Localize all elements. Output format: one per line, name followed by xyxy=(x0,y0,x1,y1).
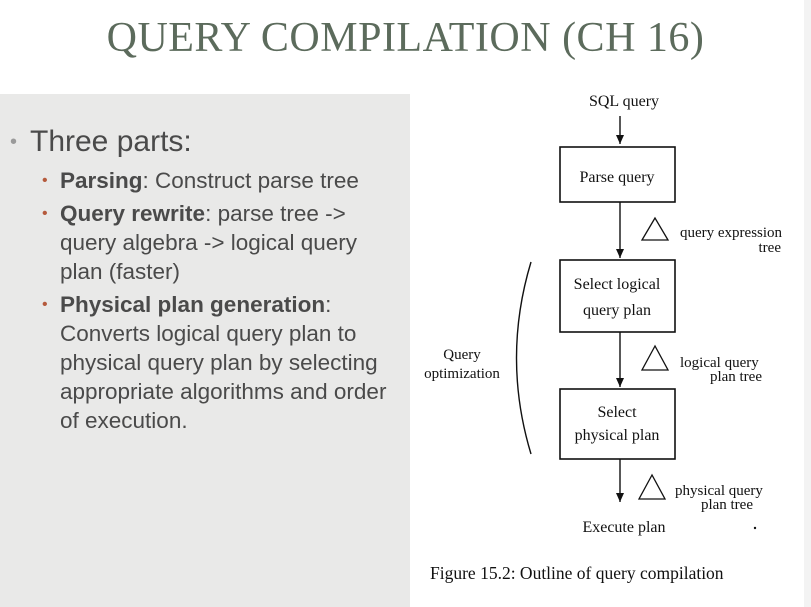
tree-triangle-icon xyxy=(642,346,668,370)
tree-triangle-icon xyxy=(639,475,665,499)
query-compilation-figure xyxy=(410,82,806,600)
sql-query-label: SQL query xyxy=(588,93,660,110)
execute-plan-label: Execute plan xyxy=(582,519,666,536)
sub-bullet-query-rewrite xyxy=(8,199,403,286)
bullet-heading-text: Three parts: xyxy=(30,125,192,158)
right-edge-strip xyxy=(804,0,811,607)
bullet-dot-icon: • xyxy=(10,131,18,153)
sub-bullet-parsing xyxy=(8,166,403,195)
speck xyxy=(754,527,756,529)
sub-bullet-text: : Converts logical query plan to physical query plan by selecting appropriate algorithms and order of execution. xyxy=(60,292,387,433)
bullet-dot-icon: • xyxy=(42,296,48,313)
optimization-brace xyxy=(517,262,532,454)
bullet-list xyxy=(8,124,403,439)
logical-query-plan-tree-label-2: plan tree xyxy=(709,369,762,385)
slide-title: QUERY COMPILATION (CH 16) xyxy=(106,15,705,61)
sub-bullet-term: Query rewrite xyxy=(60,201,206,226)
select-physical-plan-label: Select xyxy=(597,404,637,421)
sub-bullet-term: Parsing xyxy=(60,168,143,193)
select-physical-plan-box xyxy=(560,389,675,459)
sub-bullet-text: : parse tree -> query algebra -> logical query plan (faster) xyxy=(60,201,358,284)
bullet-dot-icon: • xyxy=(42,172,48,189)
select-logical-plan-box xyxy=(560,260,675,332)
bullet-dot-icon: • xyxy=(42,205,48,222)
tree-triangle-icon xyxy=(642,218,668,240)
figure-caption: Figure 15.2: Outline of query compilation xyxy=(430,563,724,583)
query-optimization-label-2: optimization xyxy=(424,366,500,382)
query-expression-tree-label-2: tree xyxy=(758,240,781,256)
select-logical-plan-label-2: query plan xyxy=(583,302,651,319)
sub-bullet-term: Physical plan generation xyxy=(60,292,326,317)
bullet-heading xyxy=(8,124,403,160)
query-optimization-label: Query xyxy=(443,347,481,363)
query-expression-tree-label: query expression xyxy=(680,225,783,241)
select-physical-plan-label-2: physical plan xyxy=(574,427,660,444)
flow-diagram xyxy=(410,82,806,600)
select-logical-plan-label: Select logical xyxy=(573,276,661,293)
parse-query-box-label: Parse query xyxy=(579,169,655,186)
logical-query-plan-tree-label: logical query xyxy=(680,355,759,371)
sub-bullet-physical-plan xyxy=(8,290,403,435)
physical-query-plan-tree-label-2: plan tree xyxy=(700,497,753,513)
sub-bullet-text: : Construct parse tree xyxy=(142,168,359,193)
physical-query-plan-tree-label: physical query xyxy=(675,483,763,499)
